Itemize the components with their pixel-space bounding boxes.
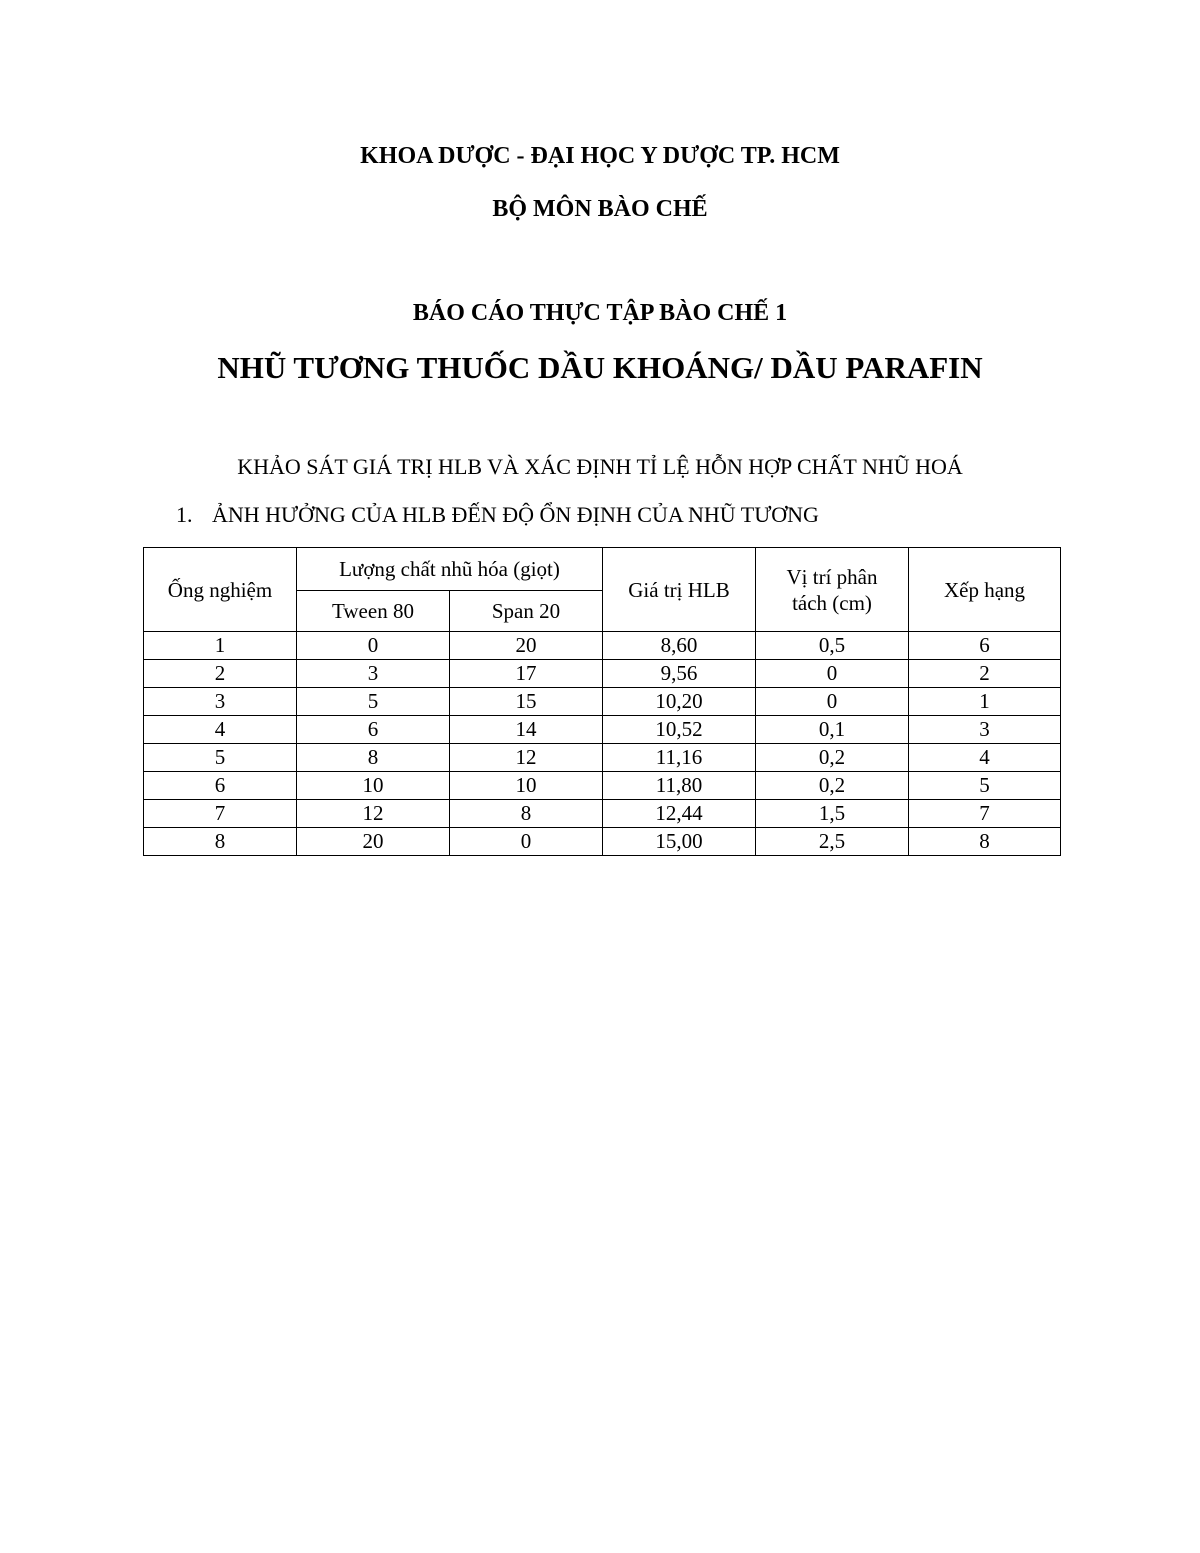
table-row: [144, 716, 1061, 744]
header-hlb: Giá trị HLB: [603, 548, 756, 632]
cell-tween: 5: [297, 688, 450, 716]
header-tween: Tween 80: [297, 591, 450, 632]
header-separation-text: Vị trí phân tách (cm): [786, 564, 878, 615]
department-heading: BỘ MÔN BÀO CHẾ: [492, 196, 708, 222]
cell-tube: 7: [144, 800, 297, 828]
cell-tween: 3: [297, 660, 450, 688]
table-row: [144, 828, 1061, 856]
cell-span: 12: [450, 744, 603, 772]
cell-rank: 2: [909, 660, 1061, 688]
cell-separation: 0,2: [756, 744, 909, 772]
cell-tube: 1: [144, 632, 297, 660]
cell-tube: 2: [144, 660, 297, 688]
section-title: ẢNH HƯỞNG CỦA HLB ĐẾN ĐỘ ỔN ĐỊNH CỦA NHŨ TƯƠNG: [212, 502, 819, 527]
cell-separation: 1,5: [756, 800, 909, 828]
cell-tube: 4: [144, 716, 297, 744]
hlb-results-table: [143, 547, 1061, 856]
cell-separation: 0,1: [756, 716, 909, 744]
cell-tube: 8: [144, 828, 297, 856]
cell-hlb: 11,80: [603, 772, 756, 800]
cell-span: 8: [450, 800, 603, 828]
cell-span: 15: [450, 688, 603, 716]
table-row: [144, 800, 1061, 828]
cell-tween: 10: [297, 772, 450, 800]
cell-tube: 5: [144, 744, 297, 772]
cell-hlb: 8,60: [603, 632, 756, 660]
cell-rank: 1: [909, 688, 1061, 716]
report-title: BÁO CÁO THỰC TẬP BÀO CHẾ 1: [412, 300, 788, 326]
table-row: [144, 660, 1061, 688]
header-span: Span 20: [450, 591, 603, 632]
cell-tube: 6: [144, 772, 297, 800]
cell-tween: 20: [297, 828, 450, 856]
cell-hlb: 12,44: [603, 800, 756, 828]
cell-hlb: 10,52: [603, 716, 756, 744]
table-row: [144, 632, 1061, 660]
cell-tween: 8: [297, 744, 450, 772]
survey-title: KHẢO SÁT GIÁ TRỊ HLB VÀ XÁC ĐỊNH TỈ LỆ HỖN HỢP CHẤT NHŨ HOÁ: [237, 454, 963, 479]
header-separation: [756, 548, 909, 632]
cell-separation: 0: [756, 688, 909, 716]
header-rank: Xếp hạng: [909, 548, 1061, 632]
cell-rank: 6: [909, 632, 1061, 660]
cell-span: 10: [450, 772, 603, 800]
cell-tween: 6: [297, 716, 450, 744]
table-row: [144, 688, 1061, 716]
section-number: 1.: [176, 502, 193, 527]
cell-rank: 7: [909, 800, 1061, 828]
table-row: [144, 772, 1061, 800]
header-emulsifier-group: Lượng chất nhũ hóa (giọt): [297, 548, 603, 591]
cell-hlb: 10,20: [603, 688, 756, 716]
cell-tube: 3: [144, 688, 297, 716]
cell-tween: 12: [297, 800, 450, 828]
section-heading: [176, 502, 819, 528]
cell-span: 17: [450, 660, 603, 688]
cell-separation: 0,5: [756, 632, 909, 660]
cell-separation: 2,5: [756, 828, 909, 856]
cell-separation: 0: [756, 660, 909, 688]
table-body: [144, 632, 1061, 856]
cell-tween: 0: [297, 632, 450, 660]
cell-rank: 3: [909, 716, 1061, 744]
report-topic: NHŨ TƯƠNG THUỐC DẦU KHOÁNG/ DẦU PARAFIN: [217, 350, 983, 385]
cell-span: 14: [450, 716, 603, 744]
cell-span: 20: [450, 632, 603, 660]
cell-hlb: 15,00: [603, 828, 756, 856]
cell-rank: 8: [909, 828, 1061, 856]
cell-hlb: 9,56: [603, 660, 756, 688]
cell-rank: 5: [909, 772, 1061, 800]
cell-rank: 4: [909, 744, 1061, 772]
cell-separation: 0,2: [756, 772, 909, 800]
header-tube: Ống nghiệm: [144, 548, 297, 632]
cell-hlb: 11,16: [603, 744, 756, 772]
table-row: [144, 744, 1061, 772]
faculty-heading: KHOA DƯỢC - ĐẠI HỌC Y DƯỢC TP. HCM: [360, 143, 840, 169]
cell-span: 0: [450, 828, 603, 856]
